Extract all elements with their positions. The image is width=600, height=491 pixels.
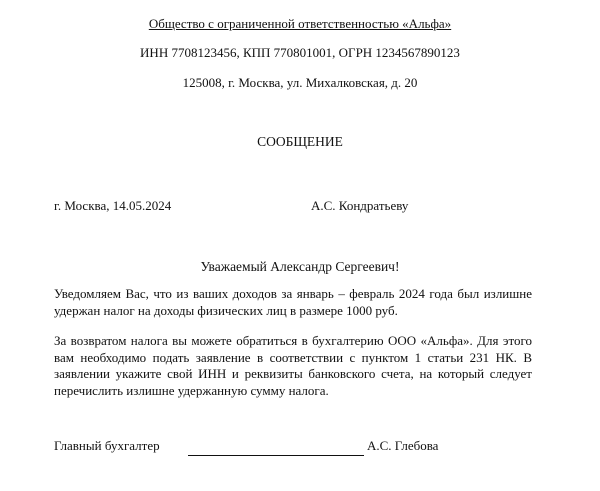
organization-address: 125008, г. Москва, ул. Михалковская, д. 20 (182, 75, 418, 90)
place-and-date: г. Москва, 14.05.2024 (54, 198, 172, 213)
greeting: Уважаемый Александр Сергеевич! (200, 259, 400, 274)
organization-name: Общество с ограниченной ответственностью «Альфа» (148, 16, 452, 31)
organization-identifiers: ИНН 7708123456, КПП 770801001, ОГРН 1234567890123 (140, 45, 460, 60)
body-paragraph-2: За возвратом налога вы можете обратиться в бухгалтерию ООО «Альфа». Для этого вам необходимо подать заявление в соответствии с пунктом 1 статьи 231 НК. В заявлении укажите свой ИНН и реквизиты банковского счета, на который следует перечислить излишне удержанную сумму налога. (54, 333, 532, 398)
signature-line (188, 455, 364, 456)
recipient-name: А.С. Кондратьеву (311, 198, 409, 213)
body-paragraph-1: Уведомляем Вас, что из ваших доходов за январь – февраль 2024 года был излишне удержан налог на доходы физических лиц в размере 1000 руб. (54, 286, 532, 318)
signatory-name: А.С. Глебова (367, 438, 439, 453)
document-title: СООБЩЕНИЕ (257, 134, 343, 149)
signatory-role: Главный бухгалтер (54, 438, 160, 453)
